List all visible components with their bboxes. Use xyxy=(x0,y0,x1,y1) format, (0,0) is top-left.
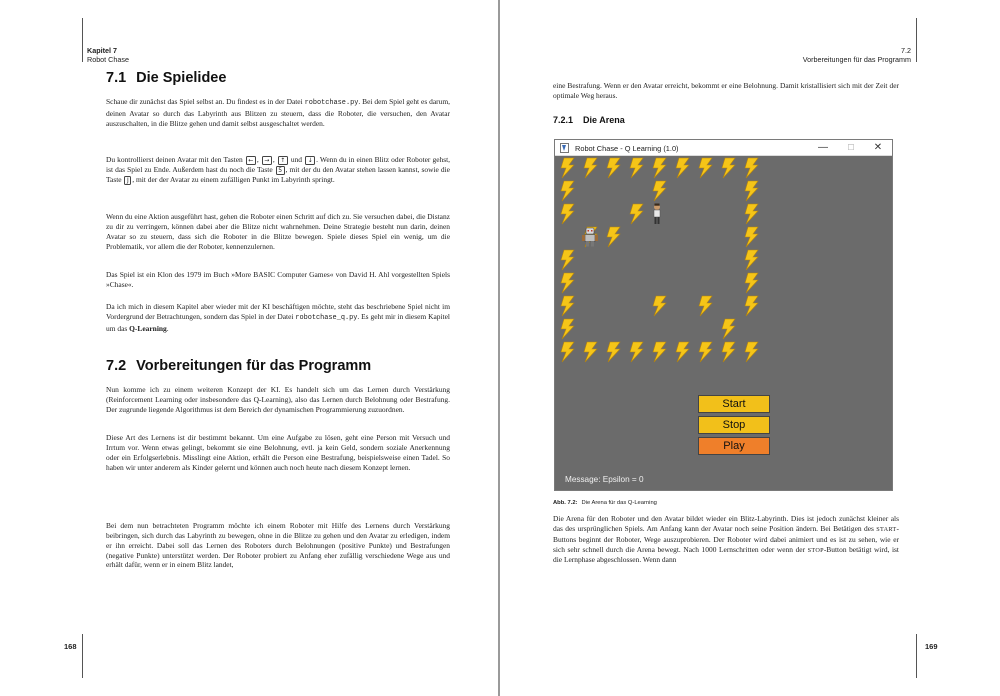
text-run: , xyxy=(272,155,277,164)
lightning-bolt-icon xyxy=(561,342,574,362)
text-run: Da ich mich in diesem Kapitel aber wieder mit der KI beschäftigen möchte, steht das beschriebene Spiel nicht im Vordergrund der Betrachtungen, sondern das Spiel in der Datei xyxy=(106,302,450,321)
lightning-bolt-icon xyxy=(745,181,758,201)
running-head-chapter: Kapitel 7 xyxy=(87,46,117,55)
lightning-bolt-icon xyxy=(699,158,712,178)
lightning-bolt-icon xyxy=(561,181,574,201)
paragraph xyxy=(106,97,450,129)
key-j: J xyxy=(124,176,131,185)
lightning-bolt-icon xyxy=(584,342,597,362)
text-run: . xyxy=(166,323,169,333)
text-run: Die Arena für den Roboter und den Avatar bildet wieder ein Blitz-Labyrinth. Dies ist jedoch zunächst kleiner als das des ursprünglichen Spiels. Am Anfang kann der Avatar noch seine Position ändern. Bei Betätigen des xyxy=(553,514,899,533)
key-5: 5 xyxy=(276,166,285,175)
text-run: , mit der du den Avatar stehen lassen kannst, sowie die Taste xyxy=(106,164,450,184)
stop-button[interactable]: Stop xyxy=(698,416,770,434)
avatar-sprite xyxy=(651,203,663,225)
paragraph: Diese Art des Lernens ist dir bestimmt bekannt. Um eine Aufgabe zu lösen, geht eine Person mit Versuch und Irrtum vor. Wenn etwas gelingt, bekommt sie eine Belohnung, evtl. ja kein Geld, sondern soziale Anerkennung oder ein Erfolgserlebnis. Misslingt eine Aktion, erhält die Person eine Bestrafung, beispielsweise einen Tadel. So haben wir unter anderem als Kinder gelernt und können auch noch heute nach diesem Konzept lernen. xyxy=(106,433,450,472)
small-caps: START xyxy=(876,525,897,533)
game-message: Message: Epsilon = 0 xyxy=(565,475,644,484)
text-run: . Es geht mir in diesem Kapitel um das xyxy=(106,311,450,333)
subsection-number: 7.2.1 xyxy=(553,115,574,125)
text-run: , xyxy=(256,155,261,164)
lightning-bolt-icon xyxy=(745,296,758,316)
corner-mark-bottom xyxy=(82,634,83,678)
section-heading-7-1 xyxy=(106,70,226,86)
lightning-bolt-icon xyxy=(745,204,758,224)
text-run: Du kontrollierst deinen Avatar mit den Tasten xyxy=(106,155,245,164)
paragraph: Bei dem nun betrachteten Programm möchte ich einem Roboter mit Hilfe des Lernens durch Verstärkung beibringen, sich durch das Labyrinth zu bewegen, ohne in die Blitze zu gehen und den Avatar zu erledigen, indem er ihn erreicht. Dabei soll das Lernen des Roboters durch Belohnungen (positive Punkte) und Bestrafungen (negative Punkte) unterstützt werden. Der Roboter probiert zu Anfang eher zufällig verschiedene Wege aus und erhält dafür, wenn er in einem Blitz landet, xyxy=(106,521,450,570)
lightning-bolt-icon xyxy=(653,342,666,362)
caption-text: Die Arena für das Q-Learning xyxy=(581,500,657,506)
lightning-bolt-icon xyxy=(607,158,620,178)
lightning-bolt-icon xyxy=(630,158,643,178)
lightning-bolt-icon xyxy=(607,227,620,247)
play-button[interactable]: Play xyxy=(698,437,770,455)
paragraph: Nun komme ich zu einem weiteren Konzept der KI. Es handelt sich um das Lernen durch Verstärkung (Reinforcement Learning oder insbesondere das Q-Learning), also das Lernen durch Belohnung oder Bestrafung. Der zugrunde liegende Algorithmus ist dem Bereich der dynamischen Programmierung zuzuordnen. xyxy=(106,385,450,414)
lightning-bolt-icon xyxy=(722,319,735,339)
text-run: . Bei dem Spiel geht es darum, deinen Avatar so durch das Labyrinth aus Blitzen zu steuern, dass die Roboter, die versuchen, den Avatar auszuschalten, in die Blitze gehen und damit selbst ausgeschaltet werden. xyxy=(106,97,450,128)
page-number: 168 xyxy=(64,642,77,651)
app-icon xyxy=(560,143,569,153)
corner-mark-top xyxy=(916,18,917,62)
filename: robotchase.py xyxy=(304,99,359,107)
figure-caption xyxy=(553,500,657,506)
paragraph xyxy=(106,302,450,334)
page-number: 169 xyxy=(925,642,938,651)
filename: robotchase_q.py xyxy=(295,313,358,322)
section-heading-7-2 xyxy=(106,358,371,374)
paragraph xyxy=(553,514,899,565)
lightning-bolt-icon xyxy=(722,158,735,178)
text-run: , mit der der Avatar zu einem zufälligen Punkt im Labyrinth springt. xyxy=(132,174,335,184)
running-head xyxy=(702,47,911,64)
paragraph xyxy=(106,155,450,185)
key-up-arrow: ↑ xyxy=(278,156,288,165)
running-head-title: Vorbereitungen für das Programm xyxy=(802,54,911,64)
emphasis: Q-Learning xyxy=(129,323,167,333)
text-run: -Button betätigt wird, ist die Lernphase abgeschlossen. Wenn dann xyxy=(553,544,899,565)
paragraph: Wenn du eine Aktion ausgeführt hast, gehen die Roboter einen Schritt auf dich zu. Sie versuchen dabei, die Distanz zu dir zu verringern, können dabei aber die Blitze nicht wahrnehmen. Deine Strategie besteht nun darin, deinen Avatar so zu steuern, dass sich die Roboter in die Blitze bewegen. Spiele dieses Spiel ein wenig, um die Problematik, vor allem die der Roboter, kennenzulernen. xyxy=(106,212,450,251)
lightning-bolt-icon xyxy=(653,181,666,201)
paragraph: eine Bestrafung. Wenn er den Avatar erreicht, bekommt er eine Belohnung. Damit kristallisiert sich mit der Zeit der optimale Weg heraus. xyxy=(553,81,899,100)
small-caps: STOP xyxy=(807,546,824,554)
lightning-bolt-icon xyxy=(561,296,574,316)
corner-mark-bottom xyxy=(916,634,917,678)
close-button[interactable]: ✕ xyxy=(873,142,883,153)
running-head xyxy=(87,47,129,64)
lightning-bolt-icon xyxy=(630,204,643,224)
window-title: Robot Chase - Q Learning (1.0) xyxy=(575,144,679,153)
lightning-bolt-icon xyxy=(607,342,620,362)
text-run: . Wenn du in einen Blitz oder Roboter gehst, ist das Spiel zu Ende. Außerdem hast du noch die Taste xyxy=(106,155,451,174)
lightning-bolt-icon xyxy=(699,342,712,362)
lightning-bolt-icon xyxy=(745,250,758,270)
lightning-bolt-icon xyxy=(745,273,758,293)
lightning-bolt-icon xyxy=(745,158,758,178)
lightning-bolt-icon xyxy=(653,158,666,178)
text-run: Schaue dir zunächst das Spiel selbst an. Du findest es in der Datei xyxy=(106,97,305,106)
running-head-number: 7.2 xyxy=(901,46,911,55)
key-right-arrow: → xyxy=(262,156,272,165)
caption-label: Abb. 7.2: xyxy=(553,500,578,506)
key-down-arrow: ↓ xyxy=(305,156,315,165)
start-button[interactable]: Start xyxy=(698,395,770,413)
key-left-arrow: ← xyxy=(246,156,256,165)
subsection-heading xyxy=(553,115,625,125)
corner-mark-top xyxy=(82,18,83,62)
robot-sprite xyxy=(581,227,599,247)
lightning-bolt-icon xyxy=(561,273,574,293)
maximize-button[interactable]: ☐ xyxy=(847,143,855,152)
text-run: -Buttons beginnt der Roboter, Wege auszuprobieren. Der Roboter wird dabei animiert und es ist zu sehen, wie er sich sehr schnell durch die Arena bewegt. Nach 1000 Lernschritten oder wenn der xyxy=(553,523,899,554)
lightning-bolt-icon xyxy=(561,158,574,178)
paragraph: Das Spiel ist ein Klon des 1979 im Buch »More BASIC Computer Games« von David H. Ahl vorgestellten Spiels »Chase«. xyxy=(106,270,450,289)
lightning-bolt-icon xyxy=(676,158,689,178)
section-title: Vorbereitungen für das Programm xyxy=(136,358,372,374)
section-number: 7.1 xyxy=(106,70,127,86)
lightning-bolt-icon xyxy=(561,250,574,270)
window-titlebar[interactable] xyxy=(555,140,892,156)
subsection-title: Die Arena xyxy=(583,115,625,125)
running-head-title: Robot Chase xyxy=(87,54,129,64)
lightning-bolt-icon xyxy=(722,342,735,362)
lightning-bolt-icon xyxy=(699,296,712,316)
lightning-bolt-icon xyxy=(561,204,574,224)
lightning-bolt-icon xyxy=(653,296,666,316)
lightning-bolt-icon xyxy=(561,319,574,339)
lightning-bolt-icon xyxy=(745,342,758,362)
section-number: 7.2 xyxy=(106,358,127,374)
minimize-button[interactable]: — xyxy=(818,142,828,153)
lightning-bolt-icon xyxy=(630,342,643,362)
lightning-bolt-icon xyxy=(745,227,758,247)
robot-chase-window xyxy=(554,139,893,491)
lightning-bolt-icon xyxy=(584,158,597,178)
section-title: Die Spielidee xyxy=(136,70,227,86)
text-run: und xyxy=(288,155,305,164)
bolt-group xyxy=(561,158,758,362)
lightning-bolt-icon xyxy=(676,342,689,362)
arena-canvas[interactable] xyxy=(555,157,892,491)
